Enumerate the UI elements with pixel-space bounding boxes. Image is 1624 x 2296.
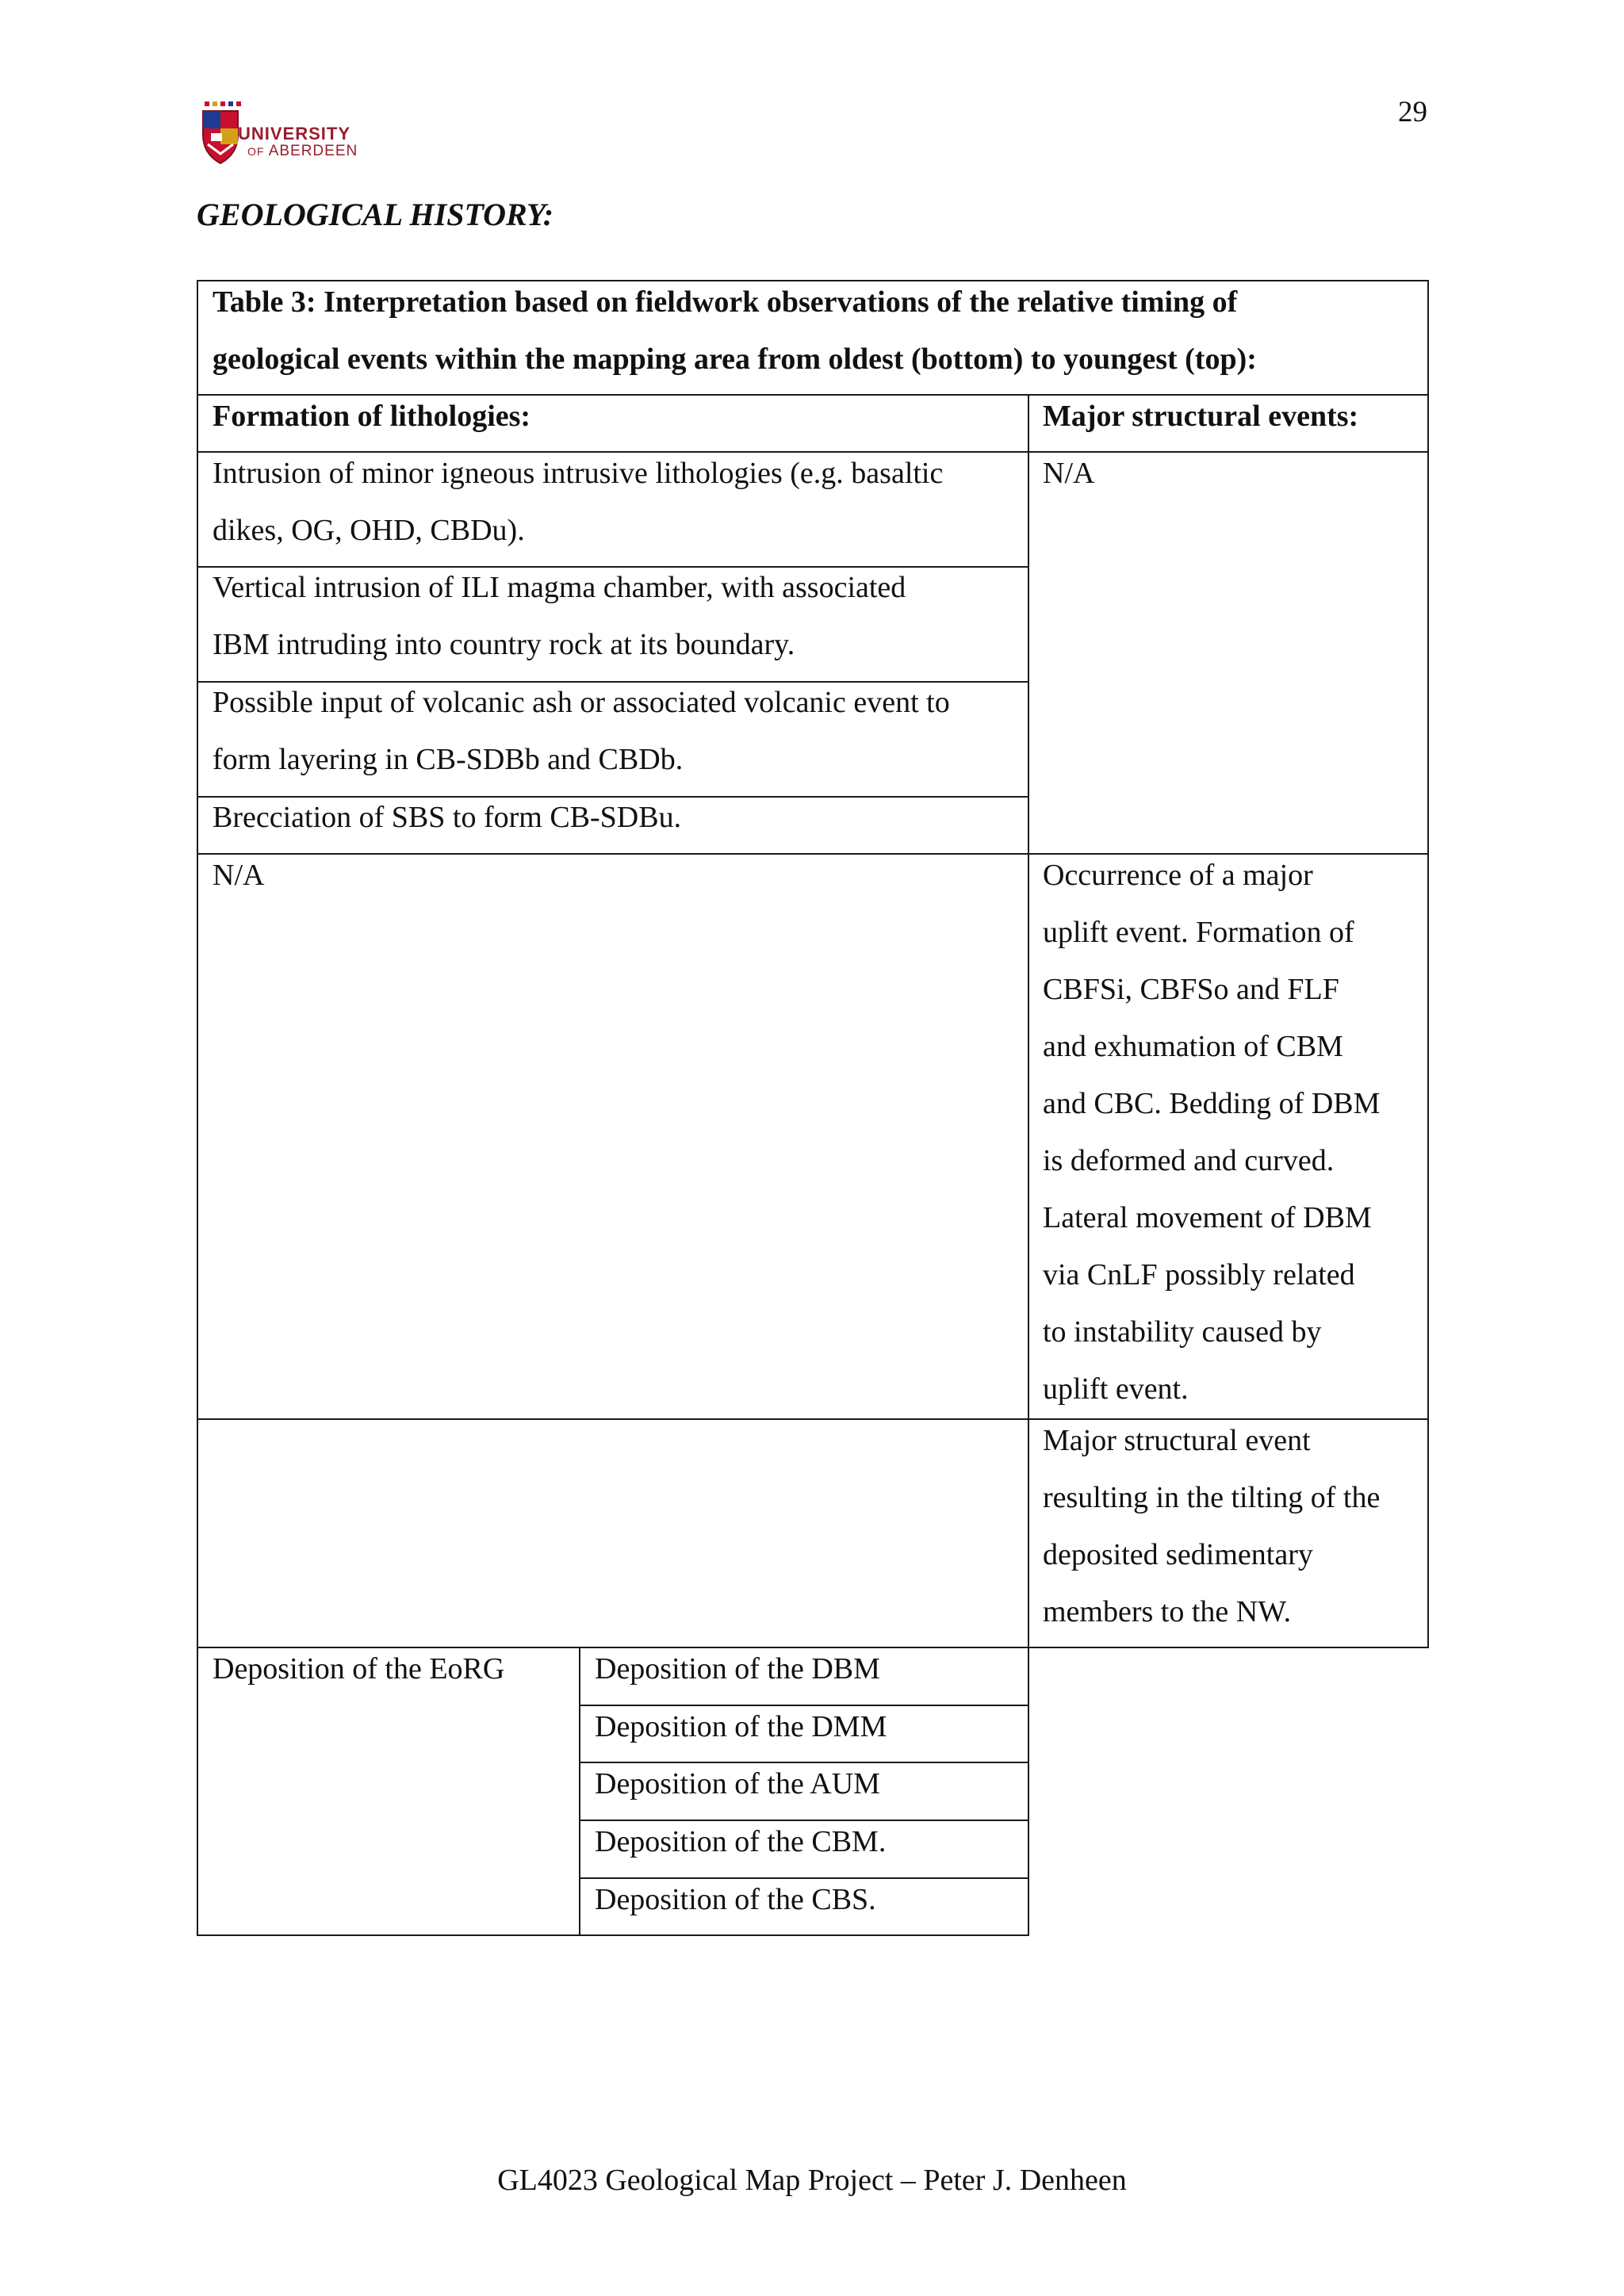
structural-line: is deformed and curved. [1043, 1144, 1335, 1177]
wordmark-line1: UNIVERSITY [238, 124, 351, 144]
table-caption-line: geological events within the mapping area from oldest (bottom) to youngest (top): [213, 342, 1257, 376]
lithology-row [213, 445, 943, 559]
lithology-line: IBM intruding into country rock at its boundary. [213, 628, 795, 661]
structural-line: CBFSi, CBFSo and FLF [1043, 973, 1339, 1006]
tilting-structural [1043, 1412, 1380, 1640]
deposition-item: Deposition of the CBM. [595, 1825, 887, 1858]
uplift-lithology-na: N/A [213, 859, 265, 892]
wordmark-aberdeen: ABERDEEN [268, 143, 358, 159]
wordmark-of: OF [247, 145, 265, 158]
structural-line: resulting in the tilting of the [1043, 1481, 1381, 1514]
section-heading: GEOLOGICAL HISTORY: [197, 197, 554, 232]
wordmark-line2 [247, 143, 358, 160]
university-wordmark [238, 125, 358, 160]
lithology-line: dikes, OG, OHD, CBDu). [213, 514, 525, 547]
deposition-item: Deposition of the AUM [595, 1767, 880, 1800]
page-footer: GL4023 Geological Map Project – Peter J. Denheen [497, 2164, 1127, 2197]
structural-line: Major structural event [1043, 1424, 1311, 1457]
table-rule [579, 1647, 580, 1936]
lithology-line: Vertical intrusion of ILI magma chamber, with associated [213, 571, 906, 604]
deposition-item: Deposition of the CBS. [595, 1883, 876, 1916]
lithology-line: Brecciation of SBS to form CB-SDBu. [213, 801, 682, 834]
structural-line: deposited sedimentary [1043, 1538, 1313, 1571]
lithology-line: form layering in CB-SDBb and CBDb. [213, 743, 684, 776]
deposition-item: Deposition of the DMM [595, 1710, 887, 1743]
page-number: 29 [1398, 96, 1427, 128]
deposition-item: Deposition of the DBM [595, 1652, 880, 1686]
structural-line: uplift event. [1043, 1372, 1189, 1406]
structural-line: to instability caused by [1043, 1315, 1322, 1349]
structural-line: via CnLF possibly related [1043, 1258, 1355, 1292]
table-rule [1427, 280, 1429, 1648]
lithology-row [213, 789, 681, 846]
structural-na: N/A [1043, 457, 1095, 490]
group-eorg: Deposition of the EoRG [213, 1652, 505, 1686]
table-caption-line: Table 3: Interpretation based on fieldwork observations of the relative timing of [213, 285, 1238, 319]
structural-line: members to the NW. [1043, 1595, 1292, 1628]
lithology-row [213, 559, 906, 673]
table-rule [197, 280, 198, 1936]
lithology-line: Intrusion of minor igneous intrusive lithologies (e.g. basaltic [213, 457, 944, 490]
uplift-structural [1043, 847, 1380, 1418]
table-rule [197, 1934, 1028, 1936]
structural-line: Occurrence of a major [1043, 859, 1313, 892]
table-rule [1028, 394, 1029, 1936]
header-structural: Major structural events: [1043, 400, 1359, 433]
table-caption [213, 274, 1418, 388]
structural-line: Lateral movement of DBM [1043, 1201, 1372, 1234]
structural-line: and exhumation of CBM [1043, 1030, 1343, 1063]
structural-line: uplift event. Formation of [1043, 916, 1354, 949]
lithology-row [213, 674, 950, 788]
structural-line: and CBC. Bedding of DBM [1043, 1087, 1381, 1120]
lithology-line: Possible input of volcanic ash or associated volcanic event to [213, 686, 950, 719]
header-lithologies: Formation of lithologies: [213, 400, 531, 433]
